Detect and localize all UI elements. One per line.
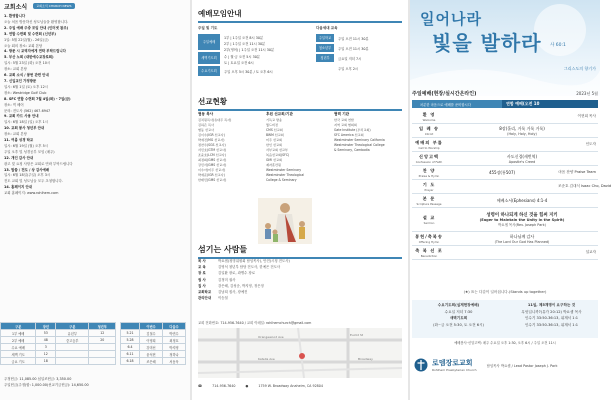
mission-col-header: 협동 목사 bbox=[198, 112, 214, 116]
schedule-line: (화~금 오전 5:30, 토 오전 6시) bbox=[433, 322, 484, 327]
order-label-en: Benediction bbox=[420, 253, 438, 258]
schedule-line: 수요일 저녁 7:30 bbox=[444, 309, 473, 314]
order-person: 조준호 김대식 Isaac Cho, David bbox=[558, 184, 611, 188]
order-text: 성령이 하나되게 하신 것을 힘써 지키 bbox=[486, 213, 558, 218]
edu-row: 주일 오후 2시 bbox=[338, 66, 359, 71]
service-bar-time: 연합 예배(오전 10 bbox=[502, 100, 598, 108]
mission-line: 이수아(미주 선교사) bbox=[198, 168, 226, 172]
worship-left-header bbox=[198, 26, 217, 32]
order-row bbox=[412, 166, 598, 180]
people-role: 교회학교 bbox=[198, 290, 212, 295]
news-line: 1일: 5월 22일(월) - 26일(금) bbox=[4, 37, 49, 42]
attendance-cell: 새벽 기도 bbox=[1, 351, 36, 358]
order-label bbox=[412, 154, 446, 164]
order-text-2: Apostle's Creed bbox=[508, 159, 536, 164]
news-line: 오늘 회의 장소: 교회 본당 bbox=[4, 43, 43, 48]
duty-cell: 이영희 bbox=[139, 337, 162, 344]
service-header bbox=[412, 90, 598, 97]
worship-left-header-text: 주일 및 기도 bbox=[198, 25, 218, 30]
duty-cell: 6.11 bbox=[121, 351, 140, 358]
news-line: 10. 교회 봉사 청년부 안내 bbox=[4, 126, 45, 131]
location-pin-icon: ● bbox=[245, 384, 249, 388]
mission-line: 한태민(GMS 선교사) bbox=[198, 178, 227, 182]
church-logo-block bbox=[414, 358, 596, 372]
mission-line: 지역 교회 협의회 bbox=[334, 123, 357, 127]
order-row bbox=[412, 110, 598, 124]
order-content bbox=[446, 170, 558, 176]
church-contact: 교회 전화번호: 714-956-7640 / 교회 이메일: rohlhemchurch@gmail.com bbox=[198, 321, 312, 325]
offering-line: 주정헌금: 11,085.00 십일조헌금: 3,350.00 bbox=[4, 377, 72, 381]
order-label-ko: 신앙고백 bbox=[418, 153, 440, 159]
order-content bbox=[446, 126, 598, 136]
mission-line: Westminster Seminary California bbox=[334, 138, 385, 142]
order-person: 설교자 bbox=[585, 250, 596, 254]
offering-summary bbox=[4, 376, 190, 388]
order-row bbox=[412, 208, 598, 232]
weekly-schedule bbox=[412, 300, 598, 338]
mission-line: Westminster Theological College bbox=[334, 143, 385, 147]
cover-scripture-ref: 사 60:1 bbox=[550, 43, 566, 48]
worship-row: 수 | 월·금 오전 5시 30분 bbox=[224, 54, 260, 59]
attendance-cell: 3 bbox=[36, 344, 56, 351]
people-names: 이승철 bbox=[218, 296, 228, 301]
news-title: 교회소식 bbox=[4, 3, 28, 11]
people-row bbox=[198, 295, 402, 301]
people-role: 권 사 bbox=[198, 277, 206, 282]
order-label-en: Scripture Passage bbox=[416, 201, 442, 206]
schedule-right bbox=[505, 300, 598, 338]
mission-line: 한인 선교회 bbox=[266, 143, 282, 147]
news-line: 14. 홈페이지 안내 bbox=[4, 185, 33, 190]
order-label-ko: 입 례 송 bbox=[418, 125, 440, 131]
news-line: 1. 환영합니다 bbox=[4, 14, 26, 18]
news-line: 장소: 빅 베어 bbox=[4, 102, 24, 107]
attendance-cell: 18 bbox=[36, 358, 56, 365]
duty-row bbox=[121, 358, 186, 365]
news-line: 12. 개인 감사 안내 bbox=[4, 155, 34, 160]
people-role: 집 사 bbox=[198, 283, 206, 288]
people-names: 김정미 권사 bbox=[218, 277, 236, 282]
order-label-en: Call to Worship bbox=[418, 145, 440, 150]
mission-line: 김하은 목사 bbox=[198, 123, 214, 127]
mission-col-header: 협력 기관 bbox=[334, 112, 350, 116]
worship-right-header bbox=[316, 26, 338, 32]
order-row bbox=[412, 232, 598, 246]
map-street-label: Orangewood Ave bbox=[258, 335, 284, 339]
attendance-cell bbox=[56, 358, 89, 365]
news-line: 장소: 교회 본당 bbox=[4, 67, 27, 72]
order-label-ko: 환 영 bbox=[422, 111, 436, 117]
schedule-left bbox=[412, 300, 505, 338]
edu-cat-youth: 청소년부 bbox=[316, 44, 334, 52]
edu-row: 금요일 저녁 7시 bbox=[338, 56, 362, 61]
map-street-label: Euclid St bbox=[350, 333, 364, 337]
attendance-header: 청년부 bbox=[89, 323, 116, 330]
map-address: 1759 W. Broadway Anaheim, CA 92804 bbox=[258, 384, 323, 388]
news-line: 일시: 6월 1일 (토) 오후 12시 bbox=[4, 84, 49, 89]
duty-row bbox=[121, 337, 186, 344]
duty-row bbox=[121, 351, 186, 358]
order-text: 8장(홀리, 거룩 거룩 거룩) bbox=[499, 125, 545, 131]
mission-line: College & Seminary bbox=[266, 178, 297, 182]
duty-header: 다음주 bbox=[162, 323, 185, 330]
bulletin-cover-panel bbox=[410, 0, 611, 400]
people-role: 교 육 bbox=[198, 265, 206, 270]
order-label-ko: 봉헌/축복송 bbox=[415, 233, 443, 239]
order-row bbox=[412, 124, 598, 138]
order-row bbox=[412, 138, 598, 152]
mission-line: 박예준(IGR 선교사) bbox=[198, 173, 225, 177]
attendance-header: 장년 bbox=[36, 323, 56, 330]
order-label bbox=[412, 168, 446, 178]
people-names: 박요셉(청빙위원회 담임목사), 안전(시청 전도사) bbox=[218, 259, 290, 263]
worship-right-header-text: 다음세대 교육 bbox=[316, 25, 338, 30]
attendance-cell bbox=[56, 344, 89, 351]
worship-title-rule bbox=[198, 21, 402, 23]
mission-line: 미주 선교회 bbox=[266, 138, 282, 142]
attendance-table bbox=[0, 322, 116, 365]
news-line: 일시: 5월 23일 (화) 오전 10시 bbox=[4, 61, 51, 66]
news-line: 11. 여름 성경 학교 bbox=[4, 138, 34, 143]
mission-line: GMI 선교회 bbox=[266, 158, 282, 162]
church-name: 로뎀장로교회 bbox=[432, 359, 473, 367]
attendance-row bbox=[1, 358, 116, 365]
stats-area bbox=[0, 322, 190, 365]
mission-section-header bbox=[192, 96, 408, 114]
news-line: 2. 주일 예배 주중 모임 안내 (인터넷 참조) bbox=[4, 25, 69, 30]
service-bar-note: 차분한 마음으로 예배를 준비합시다 bbox=[412, 100, 502, 108]
attendance-cell bbox=[56, 351, 89, 358]
duty-cell: 6.18 bbox=[121, 358, 140, 365]
news-line: 교회 홈페이지: www.rohlhem.com bbox=[4, 191, 59, 196]
mission-col bbox=[198, 112, 264, 183]
order-label-en: Welcome bbox=[422, 117, 436, 122]
mission-line: 박예진(MG 선교사) bbox=[198, 138, 225, 142]
offering-line: 주일헌금(주정)합: 1,000.00(선교기금헌금): 14,650.00 bbox=[4, 383, 89, 387]
attendance-cell: 1부 예배 bbox=[1, 330, 36, 337]
order-label-ko: 예배의 부름 bbox=[415, 139, 443, 145]
duty-cell: 박민수 bbox=[162, 330, 185, 337]
duty-cell: 강미선 bbox=[139, 344, 162, 351]
people-names: 김남희 집사, 장예진 bbox=[218, 290, 248, 295]
service-date: 2023년 5월 bbox=[576, 91, 598, 96]
news-line: 장소: Westridge Golf Club bbox=[4, 90, 47, 95]
mission-line: SFC America 선교회 bbox=[334, 133, 364, 137]
edu-cat-young-adult: 청년부 bbox=[316, 54, 334, 62]
map-phone: 714-956-7640 bbox=[212, 384, 236, 388]
mission-line: 정찬우(SGS 선교사) bbox=[198, 143, 226, 147]
mission-line: 김이수(IGR 선교사) bbox=[198, 133, 225, 137]
news-line: 일시: 6월 18일 (일) 오후 1시 bbox=[4, 120, 49, 125]
order-label-en: Praise & Hymn bbox=[418, 173, 440, 178]
cover-title-line1: 일어나라 bbox=[420, 10, 482, 28]
order-content bbox=[446, 198, 598, 204]
news-line: 7. 신입교인 가정방문 bbox=[4, 78, 37, 83]
duty-row bbox=[121, 344, 186, 351]
map-pin-icon bbox=[299, 353, 305, 359]
news-line: 13. 말씀 / 전도 / 상 감사예배 bbox=[4, 167, 50, 172]
people-title: 섬기는 사람들 bbox=[198, 245, 248, 254]
map-street-label: Katella Ave bbox=[258, 357, 275, 361]
news-subtitle-badge: 교회소식 CHURCH NEWS bbox=[33, 3, 74, 9]
mission-line: 조윤호(LCM 선교사) bbox=[198, 153, 226, 157]
order-label bbox=[412, 182, 446, 192]
map-footer bbox=[198, 384, 402, 388]
mission-line: 제자훈련원 bbox=[266, 163, 281, 167]
mission-col bbox=[266, 112, 332, 183]
news-header bbox=[0, 0, 190, 12]
church-logo-icon bbox=[414, 358, 428, 372]
cover-title-line2: 빛을 발하라 bbox=[432, 31, 542, 55]
duty-cell: 정하나 bbox=[162, 351, 185, 358]
worship-row: 토 | 토요일 오전 6시 bbox=[224, 60, 254, 65]
attendance-cell: 12 bbox=[89, 330, 116, 337]
news-line: 주일 오후 및 성경공부 모임 (매주) bbox=[4, 149, 55, 154]
duty-cell: 서동욱 bbox=[162, 358, 185, 365]
mission-line: 최정희(GMS 선교사) bbox=[198, 158, 227, 162]
cover-banner bbox=[410, 0, 600, 96]
order-text: 하나님께 감사 bbox=[509, 233, 535, 239]
order-content bbox=[446, 154, 598, 164]
duty-cell: 윤석현 bbox=[139, 351, 162, 358]
mission-line: CMS 선교회 bbox=[266, 128, 283, 132]
mission-title-rule bbox=[198, 109, 402, 111]
worship-row: 2부 | 1주일 오전 11시 30분 bbox=[224, 41, 266, 46]
mission-line: Westminster Seminary bbox=[266, 168, 302, 172]
order-text: 455장(통507) bbox=[488, 169, 516, 175]
people-list bbox=[198, 258, 402, 301]
mission-line: 월드비전 bbox=[266, 123, 278, 127]
mission-line: 강민서(GMS 선교사) bbox=[198, 163, 227, 167]
duty-cell: 6.4 bbox=[121, 344, 140, 351]
attendance-row bbox=[1, 351, 116, 358]
news-line: 8. SFC 연합 수련회 7월 4일(화) - 7일(금) bbox=[4, 96, 71, 101]
order-row bbox=[412, 246, 598, 260]
service-bar bbox=[412, 100, 598, 108]
attendance-cell: 20 bbox=[89, 337, 116, 344]
order-label-en: Prayer bbox=[424, 187, 434, 192]
news-line: 문의: 전도사 (562) 467-6947 bbox=[4, 108, 51, 113]
order-text-2: (Eager to Maintain the Unity in the Spirit) bbox=[479, 218, 565, 222]
mission-line: 협동 선교사 bbox=[198, 128, 214, 132]
worship-row: 주일 오후 5시 30분 / 토 오후 6시 bbox=[224, 69, 273, 74]
order-text-2: (Holy, Holy, Holy) bbox=[507, 131, 537, 136]
news-line: 일시: 6월 18일(주일) 오후 3시 bbox=[4, 173, 51, 178]
order-text-3: 박요셉 목사(Rev. Joseph Park) bbox=[498, 223, 546, 227]
service-title: 주일예배(현장/실시간온라인) bbox=[412, 91, 477, 97]
schedule-line: 무엇입니까?(유가 20:12) 박요셉 목사 bbox=[521, 309, 582, 314]
attendance-header: 구분 bbox=[56, 323, 89, 330]
phone-icon: ☎ bbox=[198, 384, 203, 388]
mission-grid bbox=[198, 112, 402, 212]
order-person: 인도자 bbox=[585, 142, 596, 146]
worship-cat-dawn: 새벽기도회 bbox=[198, 52, 220, 64]
lead-pastor: 담임목사 박요셉 / Lead Pastor Joseph J. Park bbox=[486, 363, 558, 368]
schedule-line: 11일, 제5계명이 요구하는 것 bbox=[527, 303, 576, 307]
attendance-cell bbox=[89, 358, 116, 365]
order-label-en: Confession of Faith bbox=[415, 159, 443, 164]
order-person: 이현희 목사 bbox=[577, 114, 596, 118]
attendance-cell: 12 bbox=[36, 351, 56, 358]
attendance-cell: 수요 예배 bbox=[1, 344, 36, 351]
duty-cell: 5.21 bbox=[121, 330, 140, 337]
duty-cell: 박지영 bbox=[162, 344, 185, 351]
schedule-line: 새벽기도회 bbox=[449, 316, 468, 320]
order-label-ko: 본 문 bbox=[422, 195, 436, 201]
church-location-map bbox=[198, 328, 402, 378]
order-row bbox=[412, 152, 598, 166]
news-panel bbox=[0, 0, 190, 400]
people-names: 김영석 청년부 담당 전도사, 한예은 전도사 bbox=[218, 265, 281, 270]
order-label-en: Introit bbox=[424, 131, 434, 136]
mission-line: 서민호(GTM 선교사) bbox=[198, 148, 227, 152]
people-role: 장 로 bbox=[198, 271, 206, 276]
mission-line: Gate Institute (우리교회) bbox=[334, 128, 371, 132]
jesus-with-children-illustration bbox=[258, 198, 312, 244]
duty-cell: 최정호 bbox=[162, 337, 185, 344]
attendance-cell: 금요 기도 bbox=[1, 358, 36, 365]
order-label-ko: 설 교 bbox=[422, 214, 436, 220]
standing-note: (★) 표는 다같이 일어섭니다.(Stands up together) bbox=[463, 290, 547, 294]
mission-line: & Seminary, Cambodia bbox=[334, 148, 370, 152]
worship-row: 1부 | 1주일 오전 8시 30분 bbox=[224, 35, 264, 40]
duty-cell: 김철수 bbox=[139, 330, 162, 337]
mission-line: 한국 교회 연합 bbox=[334, 118, 354, 122]
news-line: 3. 연합 수련회 및 수련회 (신년부) bbox=[4, 31, 56, 36]
order-text: 사도신경(새번역) bbox=[506, 153, 538, 159]
mission-line: 복음선교회(SFC) bbox=[266, 153, 290, 157]
order-label-ko: 축 복 선 포 bbox=[415, 247, 443, 253]
mission-line: 기독교 방송 bbox=[266, 118, 282, 122]
worship-title: 예배모임안내 bbox=[198, 9, 242, 18]
order-content bbox=[446, 234, 598, 244]
mission-line: 서부교회 선교부 bbox=[266, 148, 288, 152]
order-text-2: (The Lord Our God Has Planned) bbox=[494, 239, 550, 244]
mission-col bbox=[334, 112, 402, 153]
people-role: 목 사 bbox=[198, 259, 206, 263]
church-name-english: Rohlhem Presbyterian Church bbox=[432, 368, 477, 372]
people-role: 관리안내 bbox=[198, 296, 212, 301]
duty-cell: 조은혜 bbox=[139, 358, 162, 365]
duty-header: 이번주 bbox=[139, 323, 162, 330]
duty-header bbox=[121, 323, 140, 330]
attendance-cell: 유년부 bbox=[56, 330, 89, 337]
edu-row: 주일 오전 11시 30분 bbox=[338, 36, 369, 41]
mission-line: Westminster Theological bbox=[266, 173, 305, 177]
schedule-note: 예배봉사·신앙고백: 매주 수요일 오후 1:30, 오후 6시 / 주일 오전 11시 bbox=[454, 341, 556, 345]
order-row bbox=[412, 180, 611, 194]
attendance-cell: 53 bbox=[36, 330, 56, 337]
attendance-cell: 중고등부 bbox=[56, 337, 89, 344]
news-line: 오늘 처음 방문하신 성도님들을 환영합니다. bbox=[4, 19, 69, 24]
attendance-header: 구분 bbox=[1, 323, 36, 330]
mission-title: 선교현황 bbox=[198, 97, 227, 106]
attendance-cell: 48 bbox=[36, 337, 56, 344]
news-line: 4. 방문 시 교역자에게 연락 부탁드립니다 bbox=[4, 49, 66, 54]
people-names: 김일환 장로, 곽병수 장로 bbox=[218, 271, 256, 276]
news-list bbox=[0, 12, 190, 199]
order-label-ko: 기 도 bbox=[422, 181, 436, 187]
order-text: 에베소서(Ephesians) 4:1-4 bbox=[496, 197, 548, 203]
info-panel bbox=[192, 0, 408, 400]
attendance-cell bbox=[89, 344, 116, 351]
order-label-ko: 찬 양 bbox=[422, 167, 436, 173]
news-line: 5. 부산 노회 (대한예수교장로회) bbox=[4, 55, 54, 60]
order-label bbox=[412, 112, 446, 122]
duty-table bbox=[120, 322, 186, 365]
cover-subtitle: 그리스도의 향기가 bbox=[563, 66, 596, 71]
attendance-row bbox=[1, 330, 116, 337]
duty-cell: 5.28 bbox=[121, 337, 140, 344]
order-label bbox=[412, 126, 446, 136]
worship-cat-sunday: 주일예배 bbox=[198, 34, 220, 50]
schedule-line: 인수기 33:50-36:13, 위재서 1:1 bbox=[524, 322, 579, 327]
news-line: 6. 교회 소식 / 봉헌 관련 안내 bbox=[4, 73, 49, 78]
map-street-label: Broadway bbox=[358, 357, 373, 361]
order-label bbox=[412, 215, 446, 225]
news-line: 전도 교회 및 성도님들 모두 초청합니다. bbox=[4, 179, 63, 184]
worship-cat-wednesday: 수요기도회 bbox=[198, 66, 220, 76]
news-line: 9. 교회 카드 사용 안내 bbox=[4, 114, 39, 119]
duty-row bbox=[121, 330, 186, 337]
mission-col-header: 후원 선교회/기관 bbox=[266, 112, 293, 116]
schedule-line: 인수기 33:50-36:13, 위재서 1:1 bbox=[524, 316, 579, 320]
worship-row: 2부(영어) | 1주일 오전 11시 30분 bbox=[224, 47, 275, 52]
news-line: 일시: 6월 19일 (월) 오후 5시 bbox=[4, 143, 49, 148]
order-row bbox=[412, 194, 598, 208]
order-label bbox=[412, 140, 446, 150]
order-of-worship bbox=[412, 110, 611, 260]
order-label bbox=[412, 196, 446, 206]
people-names: 강은혜, 김성준, 박지영, 정은정 bbox=[218, 283, 264, 288]
order-label-en: Sermon bbox=[423, 220, 435, 225]
attendance-cell: 2부 예배 bbox=[1, 337, 36, 344]
order-label bbox=[412, 234, 446, 244]
news-line: 장소: 교회 본당 bbox=[4, 132, 27, 137]
order-label-en: Offering Hymn bbox=[418, 239, 440, 244]
mission-line: 김치원목사(유대주 목사) bbox=[198, 118, 232, 122]
order-content bbox=[446, 212, 598, 227]
attendance-cell bbox=[89, 351, 116, 358]
news-line: 광고 및 요청 사항은 교회로 연락 부탁드립니다 bbox=[4, 161, 73, 166]
worship-schedule bbox=[192, 26, 408, 86]
attendance-row bbox=[1, 337, 116, 344]
mission-line: BWM 선교회 bbox=[266, 133, 284, 137]
schedule-line: 수요기도회(실제현장예배) bbox=[437, 303, 480, 307]
order-person: 마음 찬양 Praise Team bbox=[558, 170, 596, 174]
edu-cat-sunday-school: 주일학교 bbox=[316, 34, 334, 42]
attendance-row bbox=[1, 344, 116, 351]
edu-row: 주일 오전 11시 30분 bbox=[338, 46, 369, 51]
order-label bbox=[412, 248, 446, 258]
